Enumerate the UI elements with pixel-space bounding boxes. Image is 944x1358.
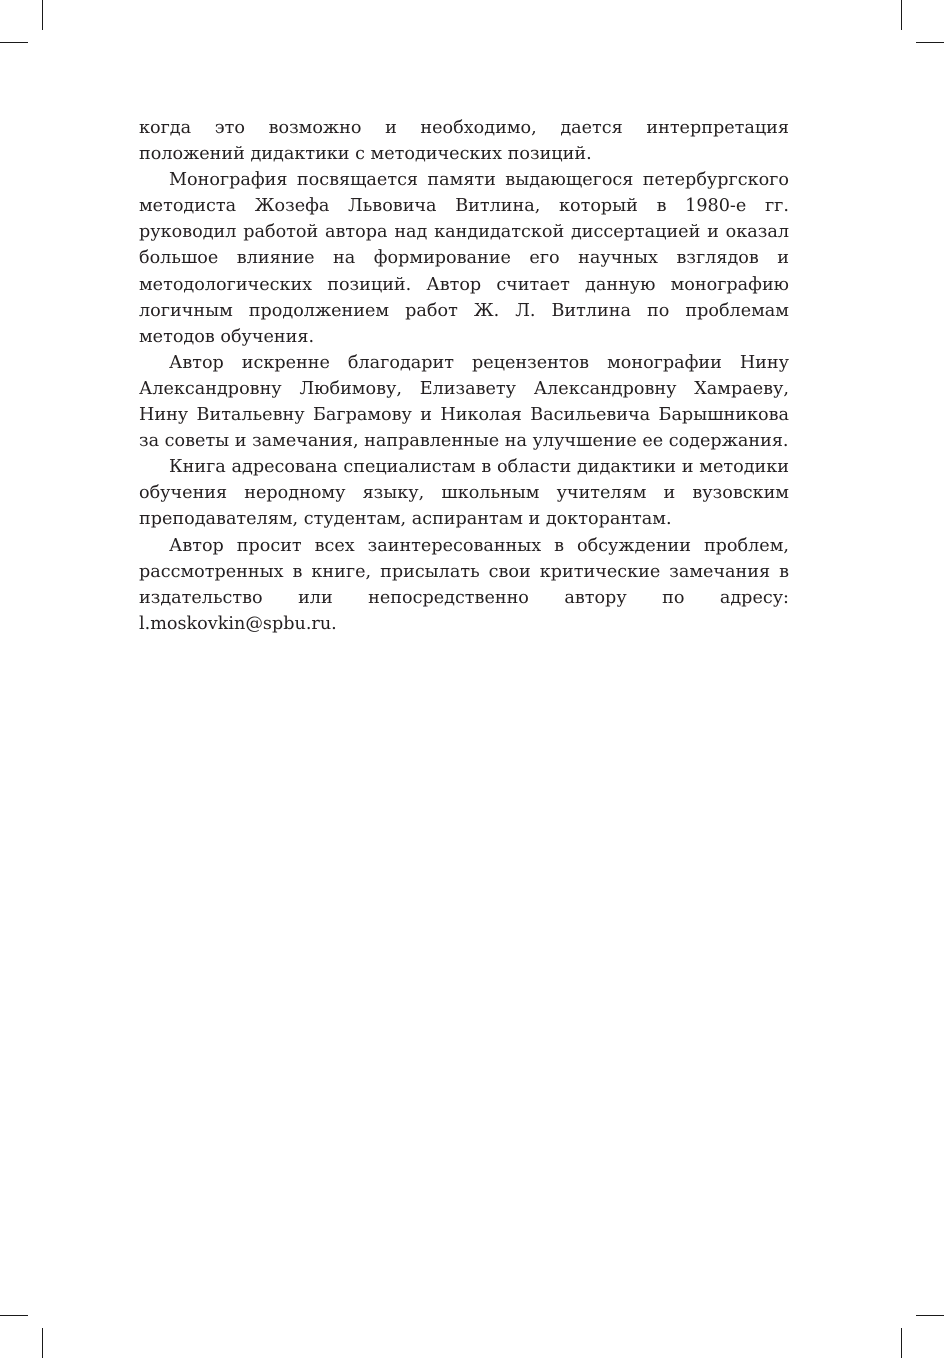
paragraph-audience: Книга адресована специалистам в области дидактики и методики обучения неродному языку, школьным учителям и вузовским преподавателям, студентам, аспирантам и докторантам. bbox=[139, 457, 789, 530]
crop-mark-top-right-horizontal bbox=[916, 42, 944, 43]
paragraph-acknowledgements: Автор искренне благодарит рецензентов монографии Нину Александровну Любимову, Елизавету Александровну Хамраеву, Нину Витальевну Баграмову и Николая Васильевича Барышникова за советы и замечания, направленные на улучшение ее содержания. bbox=[139, 352, 789, 452]
paragraph-dedication: Монография посвящается памяти выдающегося петербургского методиста Жозефа Львовича Витлина, который в 1980-е гг. руководил работой автора над кандидатской диссертацией и оказал большое влияние на формирование его научных взглядов и методологических позиций. Автор считает данную монографию логичным продолжением работ Ж. Л. Витлина по проблемам методов обучения. bbox=[139, 170, 789, 347]
paragraph-continuation: когда это возможно и необходимо, дается интерпретация положений дидактики с методических позиций. bbox=[139, 118, 789, 165]
crop-mark-top-right-vertical bbox=[901, 0, 902, 30]
crop-mark-bottom-left-vertical bbox=[42, 1328, 43, 1358]
crop-mark-bottom-right-horizontal bbox=[916, 1315, 944, 1316]
crop-mark-bottom-right-vertical bbox=[901, 1328, 902, 1358]
crop-mark-top-left-vertical bbox=[42, 0, 43, 30]
body-text bbox=[139, 115, 789, 637]
paragraph-contact: Автор просит всех заинтересованных в обсуждении проблем, рассмотренных в книге, присылать свои критические замечания в издательство или непосредственно автору по адресу: l.moskovkin@spbu.ru. bbox=[139, 535, 789, 634]
crop-mark-bottom-left-horizontal bbox=[0, 1315, 28, 1316]
crop-mark-top-left-horizontal bbox=[0, 42, 28, 43]
